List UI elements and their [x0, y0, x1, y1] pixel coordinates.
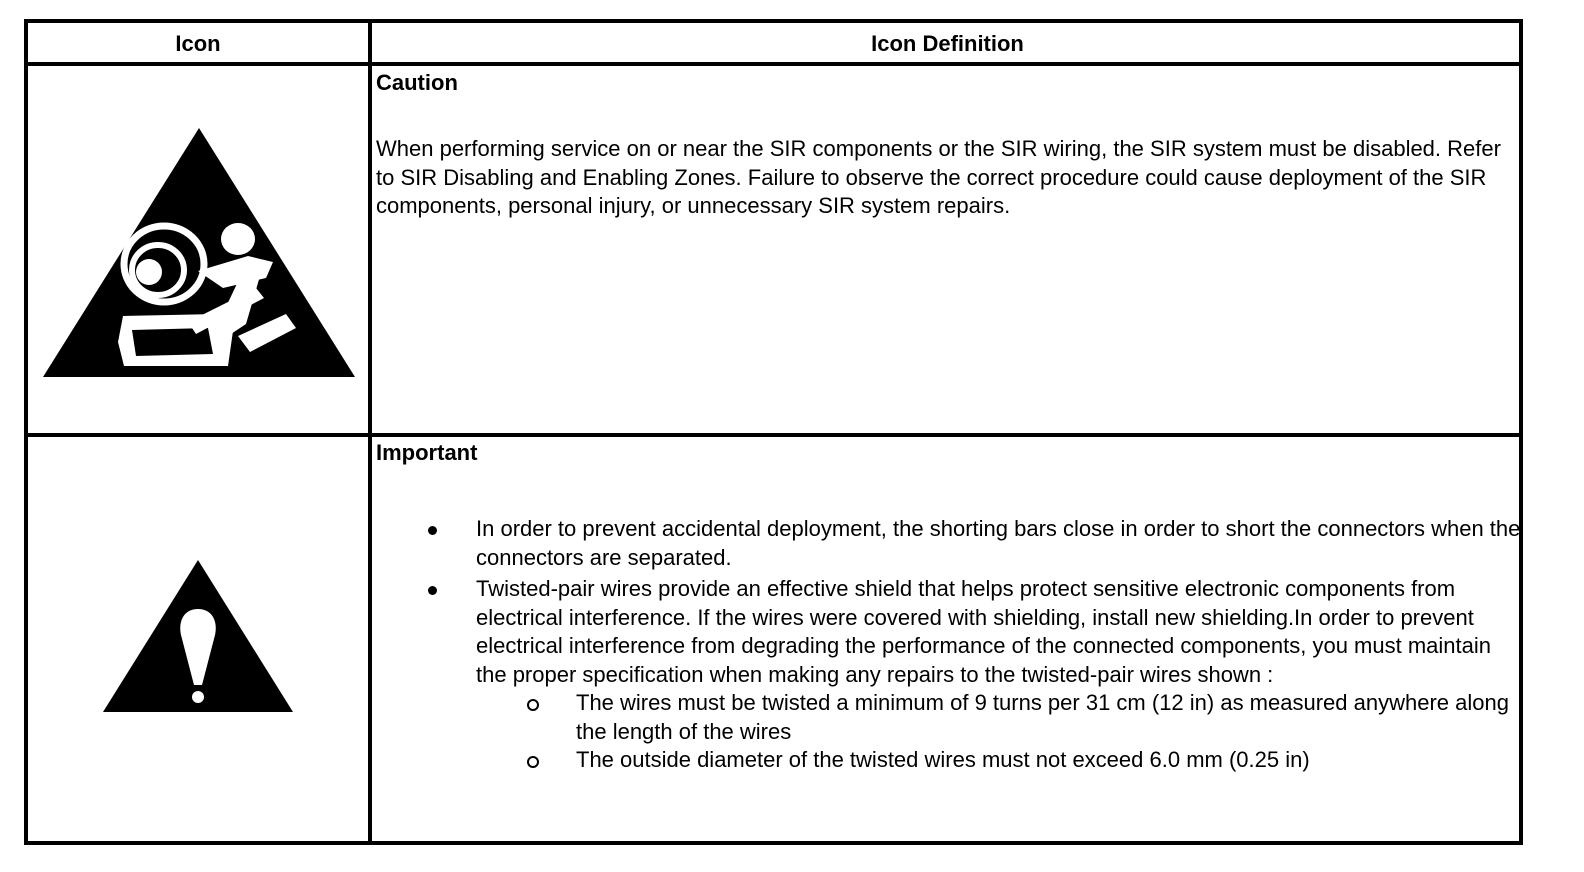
important-bullet-list: [376, 515, 1521, 775]
icon-definition-table: [24, 19, 1523, 845]
hollow-bullet-icon: [527, 699, 539, 711]
caution-icon-cell: [28, 66, 368, 433]
sub-bullet-text: The outside diameter of the twisted wires must not exceed 6.0 mm (0.25 in): [576, 747, 1310, 772]
hollow-bullet-icon: [527, 756, 539, 768]
caution-title: Caution: [376, 70, 458, 95]
bullet-icon: [428, 586, 437, 595]
important-definition: [376, 439, 1521, 778]
list-item: [376, 515, 1521, 572]
exclamation-warning-icon: [28, 437, 368, 845]
bullet-text: Twisted-pair wires provide an effective shield that helps protect sensitive electronic components from electrical interference. If the wires were covered with shielding, install new shielding.In order to prevent electrical interference from degrading the performance of the connected components, you must maintain the proper specification when making any repairs to the twisted-pair wires shown :: [476, 576, 1491, 687]
list-item: [376, 575, 1521, 775]
column-divider: [368, 23, 372, 841]
caution-paragraph: When performing service on or near the SIR components or the SIR wiring, the SIR system must be disabled. Refer to SIR Disabling and Enabling Zones. Failure to observe the correct procedure could cause deployment of the SIR components, personal injury, or unnecessary SIR system repairs.: [376, 136, 1501, 218]
caution-definition: [376, 69, 1521, 221]
sub-bullet-text: The wires must be twisted a minimum of 9 turns per 31 cm (12 in) as measured anywhere along the length of the wires: [576, 690, 1509, 744]
important-icon-cell: [28, 437, 368, 845]
header-icon-definition: Icon Definition: [871, 31, 1024, 56]
bullet-icon: [428, 526, 437, 535]
sub-list-item: [476, 746, 1521, 775]
bullet-text: In order to prevent accidental deployment, the shorting bars close in order to short the connectors when the connectors are separated.: [476, 516, 1521, 570]
important-title: Important: [376, 440, 478, 465]
sub-list-item: [476, 689, 1521, 746]
sir-airbag-warning-icon: [28, 66, 368, 433]
header-icon: Icon: [175, 31, 221, 56]
sub-bullet-list: [476, 689, 1521, 775]
